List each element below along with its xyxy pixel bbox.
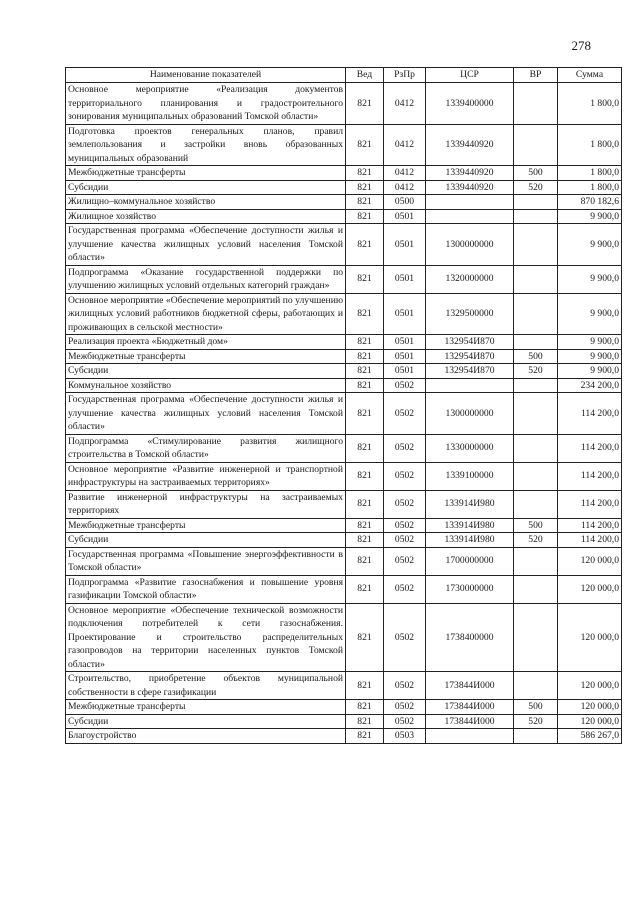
cell-rzpr: 0502 [384,518,426,533]
budget-table [65,67,622,744]
table-row [66,378,622,393]
page-number: 278 [571,38,591,53]
cell-sum: 120 000,0 [558,714,622,729]
table-row [66,547,622,575]
cell-sum: 9 900,0 [558,364,622,379]
cell-csr: 132954И870 [426,364,514,379]
cell-vr [514,603,558,672]
cell-rzpr: 0502 [384,700,426,715]
cell-rzpr: 0502 [384,672,426,700]
cell-csr [426,195,514,210]
cell-csr: 173844И000 [426,714,514,729]
table-row [66,575,622,603]
cell-sum: 1 800,0 [558,180,622,195]
header-vr: ВР [514,68,558,83]
table-row [66,518,622,533]
cell-vr [514,575,558,603]
cell-name: Межбюджетные трансферты [66,166,346,181]
cell-ved: 821 [346,393,384,435]
cell-vr [514,209,558,224]
table-row [66,672,622,700]
cell-sum: 1 800,0 [558,83,622,125]
table-row [66,265,622,293]
cell-csr: 132954И870 [426,335,514,350]
cell-name: Реализация проекта «Бюджетный дом» [66,335,346,350]
cell-ved: 821 [346,83,384,125]
cell-vr: 500 [514,349,558,364]
cell-csr: 133914И980 [426,518,514,533]
table-row [66,83,622,125]
cell-rzpr: 0502 [384,378,426,393]
cell-ved: 821 [346,672,384,700]
cell-ved: 821 [346,533,384,548]
cell-sum: 234 200,0 [558,378,622,393]
cell-vr [514,265,558,293]
cell-name: Межбюджетные трансферты [66,518,346,533]
cell-sum: 9 900,0 [558,293,622,335]
cell-sum: 9 900,0 [558,349,622,364]
table-row [66,224,622,266]
cell-rzpr: 0412 [384,180,426,195]
cell-rzpr: 0502 [384,393,426,435]
cell-sum: 120 000,0 [558,547,622,575]
cell-ved: 821 [346,224,384,266]
cell-sum: 114 200,0 [558,533,622,548]
cell-ved: 821 [346,378,384,393]
cell-csr: 133914И980 [426,533,514,548]
cell-rzpr: 0501 [384,349,426,364]
cell-name: Государственная программа «Обеспечение доступности жилья и улучшение качества жилищных условий населения Томской области» [66,224,346,266]
table-row [66,335,622,350]
cell-vr: 520 [514,364,558,379]
cell-csr [426,209,514,224]
cell-rzpr: 0502 [384,533,426,548]
cell-rzpr: 0503 [384,729,426,744]
cell-sum: 114 200,0 [558,490,622,518]
cell-ved: 821 [346,349,384,364]
cell-ved: 821 [346,265,384,293]
header-name: Наименование показателей [66,68,346,83]
cell-ved: 821 [346,518,384,533]
cell-name: Коммунальное хозяйство [66,378,346,393]
cell-rzpr: 0501 [384,364,426,379]
cell-sum: 1 800,0 [558,124,622,166]
table-row [66,180,622,195]
cell-csr [426,378,514,393]
cell-rzpr: 0502 [384,575,426,603]
cell-rzpr: 0502 [384,434,426,462]
cell-vr: 520 [514,533,558,548]
cell-csr: 1329500000 [426,293,514,335]
cell-rzpr: 0501 [384,293,426,335]
cell-csr: 1300000000 [426,224,514,266]
cell-ved: 821 [346,714,384,729]
cell-csr: 133914И980 [426,490,514,518]
cell-sum: 870 182,6 [558,195,622,210]
cell-ved: 821 [346,335,384,350]
cell-sum: 114 200,0 [558,434,622,462]
cell-ved: 821 [346,293,384,335]
table-row [66,364,622,379]
cell-csr: 1339440920 [426,166,514,181]
cell-sum: 120 000,0 [558,700,622,715]
table-row [66,293,622,335]
cell-csr: 1339440920 [426,180,514,195]
cell-ved: 821 [346,180,384,195]
cell-ved: 821 [346,124,384,166]
table-header-row [66,68,622,83]
table-row [66,700,622,715]
cell-vr [514,378,558,393]
table-row [66,209,622,224]
table-row [66,603,622,672]
cell-vr [514,462,558,490]
table-row [66,434,622,462]
cell-name: Развитие инженерной инфраструктуры на застраиваемых территориях [66,490,346,518]
cell-name: Субсидии [66,364,346,379]
cell-name: Строительство, приобретение объектов муниципальной собственности в сфере газификации [66,672,346,700]
table-row [66,166,622,181]
cell-name: Благоустройство [66,729,346,744]
cell-csr: 132954И870 [426,349,514,364]
cell-csr: 1320000000 [426,265,514,293]
cell-name: Субсидии [66,714,346,729]
cell-vr [514,293,558,335]
cell-ved: 821 [346,364,384,379]
cell-sum: 9 900,0 [558,209,622,224]
cell-rzpr: 0501 [384,224,426,266]
cell-sum: 9 900,0 [558,224,622,266]
cell-name: Межбюджетные трансферты [66,349,346,364]
cell-rzpr: 0502 [384,462,426,490]
cell-sum: 120 000,0 [558,603,622,672]
cell-ved: 821 [346,166,384,181]
cell-vr [514,393,558,435]
header-sum: Сумма [558,68,622,83]
cell-rzpr: 0501 [384,265,426,293]
header-ved: Вед [346,68,384,83]
cell-name: Основное мероприятие «Обеспечение технической возможности подключения потребителей к сети газоснабжения. Проектирование и строительство распределительных газопроводов на территории населенных пунктов Томской области» [66,603,346,672]
cell-csr: 1300000000 [426,393,514,435]
table-row [66,533,622,548]
cell-vr [514,335,558,350]
cell-csr: 1730000000 [426,575,514,603]
cell-vr: 500 [514,518,558,533]
table-row [66,124,622,166]
cell-ved: 821 [346,700,384,715]
cell-vr: 500 [514,166,558,181]
cell-sum: 114 200,0 [558,462,622,490]
cell-name: Субсидии [66,180,346,195]
table-row [66,490,622,518]
cell-rzpr: 0501 [384,335,426,350]
cell-vr: 500 [514,700,558,715]
cell-sum: 120 000,0 [558,575,622,603]
cell-csr: 1738400000 [426,603,514,672]
cell-vr [514,195,558,210]
cell-sum: 586 267,0 [558,729,622,744]
cell-ved: 821 [346,462,384,490]
cell-ved: 821 [346,195,384,210]
cell-rzpr: 0502 [384,547,426,575]
cell-name: Основное мероприятие «Развитие инженерной и транспортной инфраструктуры на застраиваемых территориях» [66,462,346,490]
cell-rzpr: 0501 [384,209,426,224]
cell-name: Подпрограмма «Развитие газоснабжения и повышение уровня газификации Томской области» [66,575,346,603]
cell-sum: 114 200,0 [558,393,622,435]
cell-rzpr: 0500 [384,195,426,210]
cell-vr [514,547,558,575]
cell-ved: 821 [346,603,384,672]
cell-csr: 1330000000 [426,434,514,462]
cell-rzpr: 0502 [384,490,426,518]
cell-vr [514,672,558,700]
cell-sum: 9 900,0 [558,335,622,350]
cell-ved: 821 [346,490,384,518]
cell-csr [426,729,514,744]
table-row [66,462,622,490]
cell-name: Межбюджетные трансферты [66,700,346,715]
cell-name: Государственная программа «Повышение энергоэффективности в Томской области» [66,547,346,575]
cell-ved: 821 [346,434,384,462]
cell-csr: 1700000000 [426,547,514,575]
table-row [66,349,622,364]
header-rzpr: РзПр [384,68,426,83]
cell-sum: 9 900,0 [558,265,622,293]
cell-ved: 821 [346,729,384,744]
cell-sum: 1 800,0 [558,166,622,181]
cell-name: Жилищно–коммунальное хозяйство [66,195,346,210]
cell-sum: 114 200,0 [558,518,622,533]
cell-csr: 1339440920 [426,124,514,166]
cell-name: Основное мероприятие «Реализация документов территориального планирования и градостроительного зонирования муниципальных образований Томской области» [66,83,346,125]
cell-name: Подпрограмма «Стимулирование развития жилищного строительства в Томской области» [66,434,346,462]
header-csr: ЦСР [426,68,514,83]
cell-sum: 120 000,0 [558,672,622,700]
cell-name: Подпрограмма «Оказание государственной поддержки по улучшению жилищных условий отдельных категорий граждан» [66,265,346,293]
cell-csr: 1339400000 [426,83,514,125]
cell-rzpr: 0412 [384,83,426,125]
cell-vr [514,124,558,166]
cell-name: Подготовка проектов генеральных планов, правил землепользования и застройки вновь образованных муниципальных образований [66,124,346,166]
cell-vr [514,83,558,125]
table-row [66,195,622,210]
cell-ved: 821 [346,209,384,224]
cell-name: Государственная программа «Обеспечение доступности жилья и улучшение качества жилищных условий населения Томской области» [66,393,346,435]
cell-vr [514,490,558,518]
cell-csr: 1339100000 [426,462,514,490]
cell-ved: 821 [346,575,384,603]
cell-vr: 520 [514,180,558,195]
cell-rzpr: 0502 [384,603,426,672]
table-row [66,729,622,744]
cell-name: Жилищное хозяйство [66,209,346,224]
cell-ved: 821 [346,547,384,575]
table-row [66,714,622,729]
cell-name: Субсидии [66,533,346,548]
cell-rzpr: 0412 [384,124,426,166]
cell-vr: 520 [514,714,558,729]
cell-vr [514,729,558,744]
cell-vr [514,434,558,462]
cell-name: Основное мероприятие «Обеспечение мероприятий по улучшению жилищных условий работников бюджетной сферы, работающих и проживающих в сельской местности» [66,293,346,335]
table-row [66,393,622,435]
cell-csr: 173844И000 [426,672,514,700]
cell-vr [514,224,558,266]
cell-rzpr: 0502 [384,714,426,729]
cell-rzpr: 0412 [384,166,426,181]
cell-csr: 173844И000 [426,700,514,715]
